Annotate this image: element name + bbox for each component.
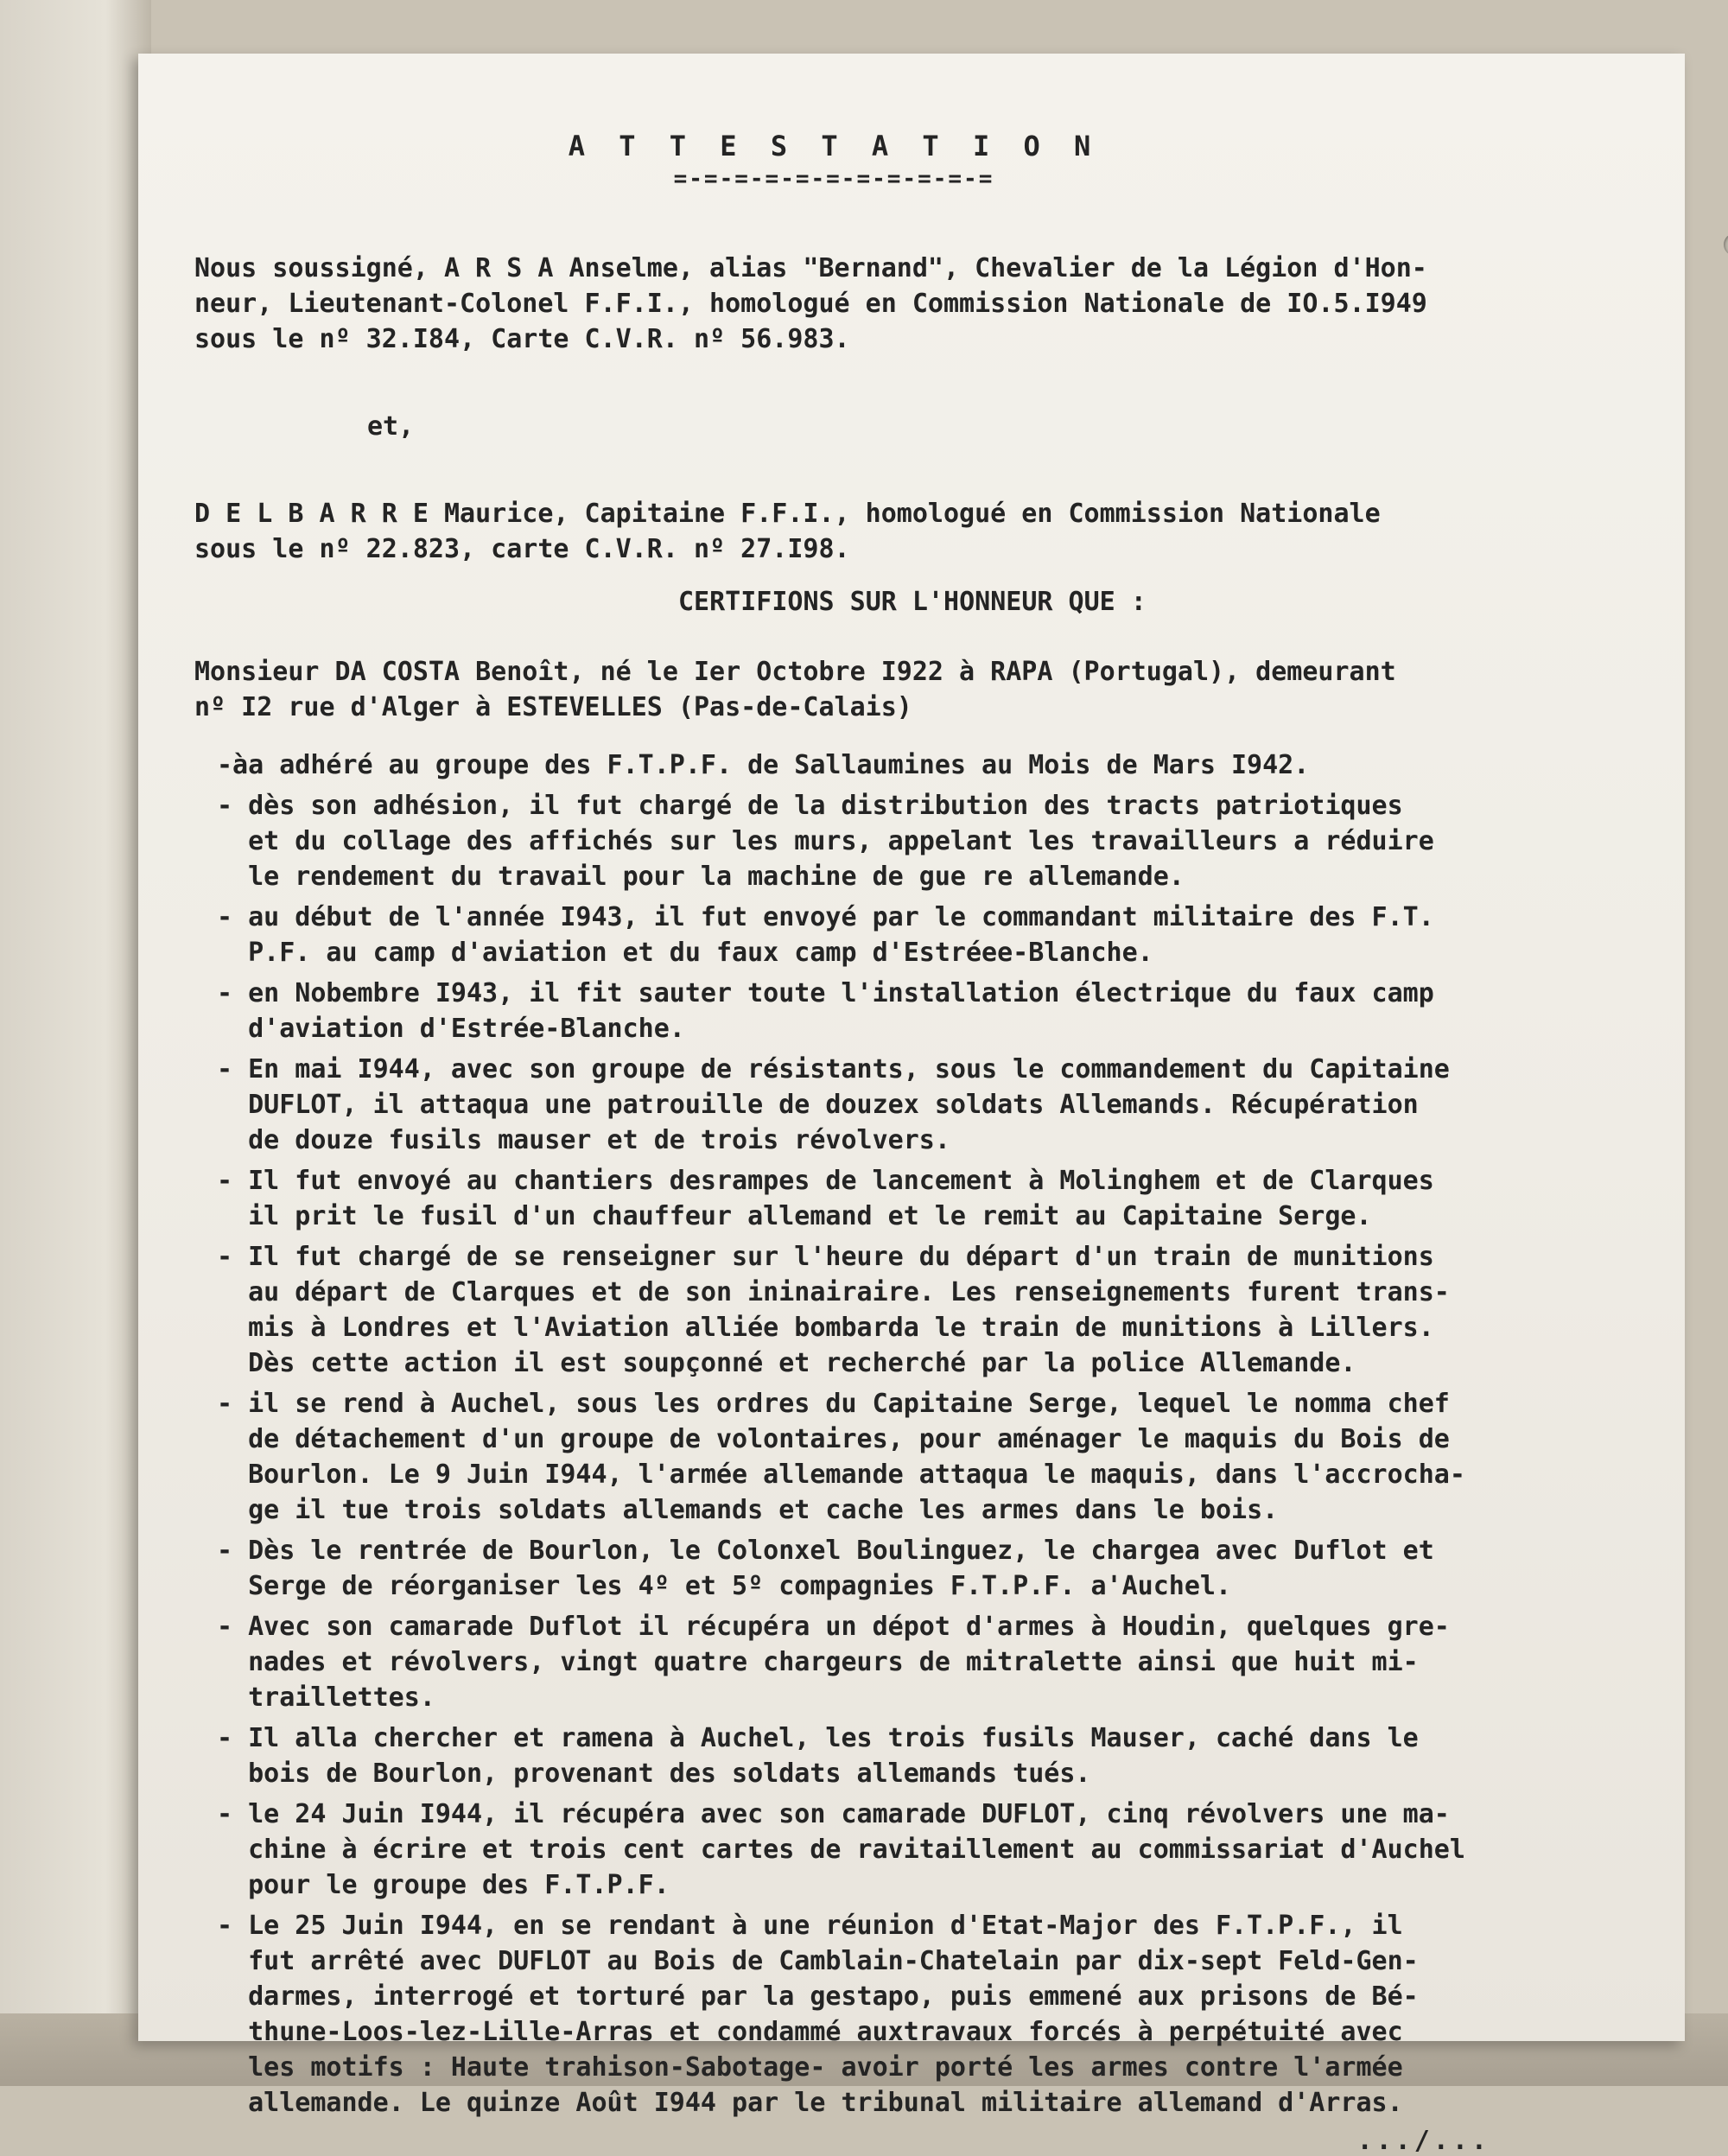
list-item: - en Nobembre I943, il fit sauter toute l'installation électrique du faux camp d'aviation d'Estrée-Blanche.	[217, 978, 1434, 1044]
list-item: - Il fut envoyé au chantiers desrampes de lancement à Molinghem et de Clarques il prit le fusil d'un chauffeur allemand et le remit au Capitaine Serge.	[217, 1166, 1434, 1231]
list-item: - Avec son camarade Duflot il récupéra un dépot d'armes à Houdin, quelques gre- nades et révolvers, vingt quatre chargeurs de mitralette ainsi que huit mi- traillettes.	[217, 1612, 1450, 1713]
list-item: - Il alla chercher et ramena à Auchel, les trois fusils Mauser, caché dans le bois de Bourlon, provenant des soldats allemands tués.	[217, 1723, 1419, 1789]
list-item: - au début de l'année I943, il fut envoyé par le commandant militaire des F.T. P.F. au camp d'aviation et du faux camp d'Estréee-Blanche.	[217, 902, 1434, 968]
continuation-mark: .../...	[1356, 2126, 1490, 2156]
list-item: - Dès le rentrée de Bourlon, le Colonxel Boulinguez, le chargea avec Duflot et Serge de réorganiser les 4º et 5º compagnies F.T.P.F. a'Auchel.	[217, 1536, 1434, 1601]
signatory-delbarre: D E L B A R R E Maurice, Capitaine F.F.I., homologué en Commission Nationale sous le nº 22.823, carte C.V.R. nº 27.I98.	[194, 499, 1381, 564]
punch-hole	[1724, 233, 1728, 256]
list-item: -àa adhéré au groupe des F.T.P.F. de Sallaumines au Mois de Mars I942.	[217, 750, 1310, 780]
adjacent-page	[0, 0, 151, 2086]
list-item: - le 24 Juin I944, il récupéra avec son camarade DUFLOT, cinq révolvers une ma- chine à écrire et trois cent cartes de ravitaillement au commissariat d'Auchel pour le groupe des F.T.P.F.	[217, 1799, 1465, 1900]
signatory-arsa: Nous soussigné, A R S A Anselme, alias "Bernand", Chevalier de la Légion d'Hon- neur, Lieutenant-Colonel F.F.I., homologué en Commission Nationale de IO.5.I949 sous le nº 32.I84, Carte C.V.R. nº 56.983.	[194, 253, 1427, 354]
document-title: A T T E S T A T I O N	[568, 130, 1100, 162]
list-item: - il se rend à Auchel, sous les ordres du Capitaine Serge, lequel le nomma chef de détachement d'un groupe de volontaires, pour aménager le maquis du Bois de Bourlon. Le 9 Juin I944, l'armée allemande attaqua le maquis, dans l'accrocha- ge il tue trois soldats allemands et cache les armes dans le bois.	[217, 1389, 1465, 1525]
list-item: - dès son adhésion, il fut chargé de la distribution des tracts patriotiques et du collage des affichés sur les murs, appelant les travailleurs a réduire le rendement du travail pour la machine de gue re allemande.	[217, 791, 1434, 892]
certification-heading: CERTIFIONS SUR L'HONNEUR QUE :	[678, 587, 1147, 617]
list-item: - Le 25 Juin I944, en se rendant à une réunion d'Etat-Major des F.T.P.F., il fut arrêté avec DUFLOT au Bois de Camblain-Chatelain par dix-sept Feld-Gen- darmes, interrogé et torturé par la gestapo, puis emmené aux prisons de Bé- thune-Loos-lez-Lille-Arras et condammé auxtravaux forcés à perpétuité avec les motifs : Haute trahison-Sabotage- avoir porté les armes contre l'armée allemande. Le quinze Août I944 par le tribunal militaire allemand d'Arras.	[217, 1911, 1419, 2118]
subject-paragraph: Monsieur DA COSTA Benoît, né le Ier Octobre I922 à RAPA (Portugal), demeurant nº I2 rue d'Alger à ESTEVELLES (Pas-de-Calais)	[194, 657, 1396, 722]
title-underline: =-=-=-=-=-=-=-=-=-=-=	[673, 166, 994, 192]
actions-list	[194, 747, 1663, 2121]
attestation-document	[194, 130, 1663, 2156]
conjunction-et: et,	[367, 411, 415, 442]
list-item: - Il fut chargé de se renseigner sur l'heure du départ d'un train de munitions au départ de Clarques et de son ininairaire. Les renseignements furent trans- mis à Londres et l'Aviation alliée bombarda le train de munitions à Lillers. Dès cette action il est soupçonné et recherché par la police Allemande.	[217, 1242, 1450, 1378]
list-item: - En mai I944, avec son groupe de résistants, sous le commandement du Capitaine DUFLOT, il attaqua une patrouille de douzex soldats Allemands. Récupération de douze fusils mauser et de trois révolvers.	[217, 1054, 1450, 1155]
